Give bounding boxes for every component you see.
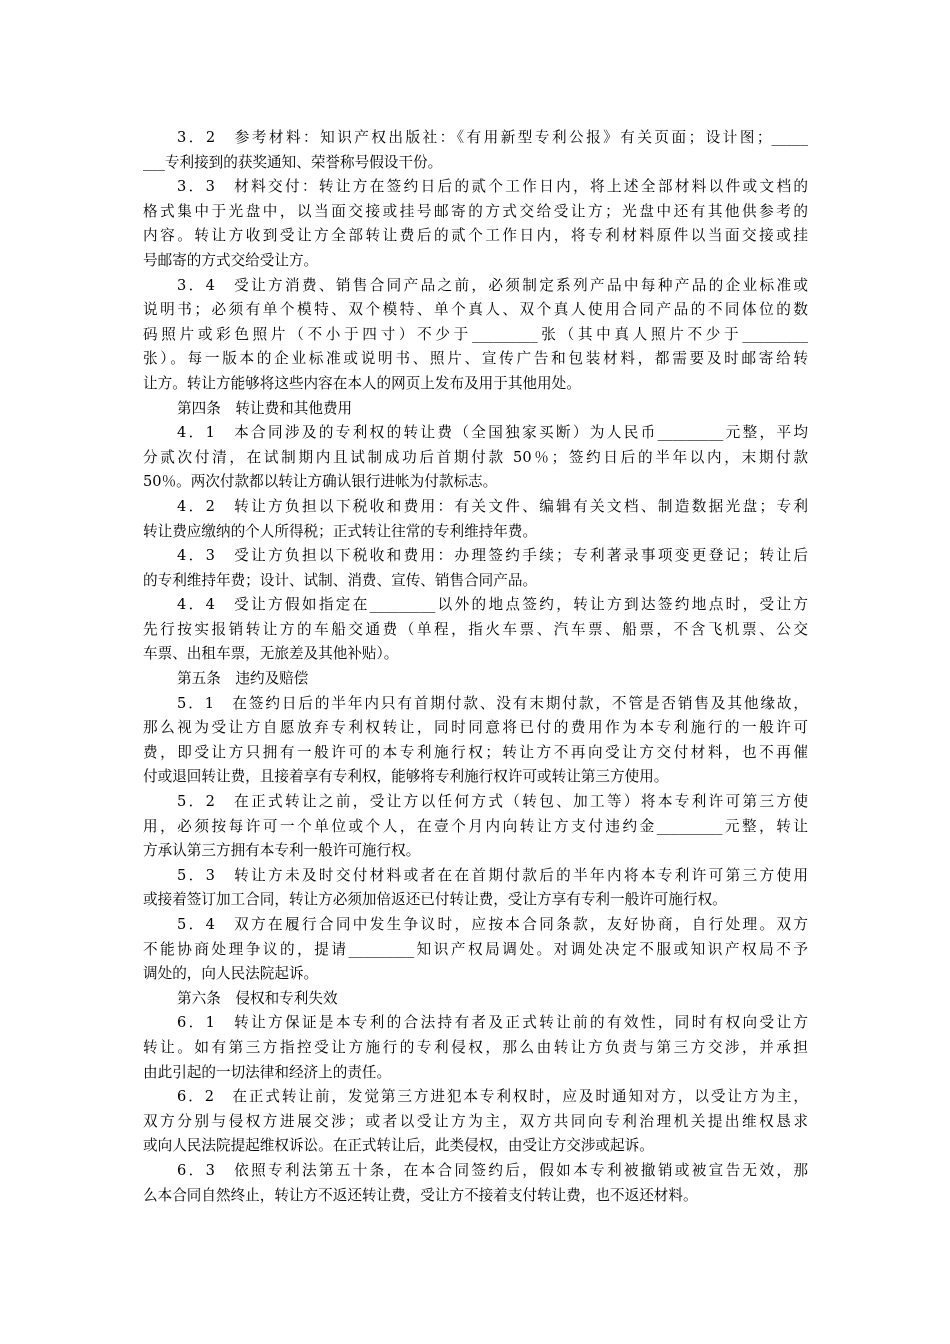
text-line: 5．2 在正式转让之前，受让方以任何方式（转包、加工等）将本专利许可第三方使 [177,793,808,811]
clause-paragraph [143,1011,808,1085]
text-line: 5．4 双方在履行合同中发生争议时，应按本合同条款，友好协商，自行处理。双方 [177,916,808,933]
text-line: 分贰次付清，在试制期内且试制成功后首期付款 50％；签约日后的半年以内，末期付款 [143,448,808,466]
clause-paragraph [143,175,808,273]
section-heading [143,987,808,1012]
clause-paragraph [143,544,808,593]
text-line: 5．1 在签约日后的半年内只有首期付款、没有末期付款，不管是否销售及其他缘故， [177,694,808,712]
text-line: 3．3 材料交付：转让方在签约日后的贰个工作日内，将上述全部材料以件或文档的 [177,178,808,196]
text-line: 用，必须按每许可一个单位或个人，在壹个月内向转让方支付违约金_________元整，转让 [143,817,808,835]
text-line: 说明书；必须有单个模特、双个模特、单个真人、双个真人使用合同产品的不同体位的数 [143,301,808,319]
clause-paragraph [143,126,808,175]
text-line: 或向人民法院提起维权诉讼。在正式转让后，此类侵权，由受让方交涉或起诉。 [143,1137,654,1155]
text-line: 6．2 在正式转让前，发觉第三方进犯本专利权时，应及时通知对方，以受让方为主， [177,1088,808,1106]
text-line: 双方分别与侵权方进展交涉；或者以受让方为主，双方共同向专利治理机关提出维权恳求 [143,1112,808,1130]
clause-paragraph [143,692,808,790]
text-line: 第四条 转让费和其他费用 [177,399,353,417]
text-line: 4．4 受让方假如指定在_________以外的地点签约，转让方到达签约地点时，受让方 [177,596,808,614]
text-line: 不能协商处理争议的，提请_________知识产权局调处。对调处决定不服或知识产权局不予 [143,940,808,958]
text-line: 码照片或彩色照片（不小于四寸）不少于_________张（其中真人照片不少于_________ [143,325,808,343]
text-line: 3．4 受让方消费、销售合同产品之前，必须制定系列产品中每种产品的企业标准或 [177,276,808,294]
clause-paragraph [143,1159,808,1208]
text-line: 转让费应缴纳的个人所得税；正式转让往常的专利维持年费。 [143,522,538,540]
text-line: ___专利接到的获奖通知、荣誉称号假设干份。 [143,153,443,171]
clause-paragraph [143,864,808,913]
clause-paragraph [143,274,808,397]
text-line: 由此引起的一切法律和经济上的责任。 [143,1063,392,1081]
clause-paragraph [143,421,808,495]
text-line: 那么视为受让方自愿放弃专利权转让，同时同意将已付的费用作为本专利施行的一般许可 [143,719,808,737]
text-line: 4．3 受让方负担以下税收和费用：办理签约手续；专利著录事项变更登记；转让后 [177,547,808,565]
text-line: 4．2 转让方负担以下税收和费用：有关文件、编辑有关文档、制造数据光盘；专利 [177,497,808,515]
text-line: 方承认第三方拥有本专利一般许可施行权。 [143,842,421,860]
text-line: 号邮寄的方式交给受让方。 [143,251,319,269]
clause-paragraph [143,913,808,987]
text-line: 车票、出租车票，无旅差及其他补贴）。 [143,645,399,663]
text-line: 付或退回转让费，且接着享有专利权，能够将专利施行权许可或转让第三方使用。 [143,768,669,786]
text-line: 50％。两次付款都以转让方确认银行进帐为付款标志。 [143,473,498,491]
text-line: 的专利维持年费；设计、试制、消费、宣传、销售合同产品。 [143,571,538,589]
section-heading [143,667,808,692]
text-line: 内容。转让方收到受让方全部转让费后的贰个工作日内，将专利材料原件以当面交接或挂 [143,227,808,245]
text-line: 张）。每一版本的企业标准或说明书、照片、宣传广告和包装材料，都需要及时邮寄给转 [143,350,808,368]
clause-paragraph [143,790,808,864]
clause-paragraph [143,1085,808,1159]
document-body [143,126,808,1208]
text-line: 第五条 违约及赔偿 [177,670,309,688]
text-line: 么本合同自然终止，转让方不返还转让费，受让方不接着支付转让费，也不返还材料。 [143,1186,698,1204]
text-line: 6．1 转让方保证是本专利的合法持有者及正式转让前的有效性，同时有权向受让方 [177,1014,808,1032]
text-line: 调处的，向人民法院起诉。 [143,965,319,983]
text-line: 费，即受让方只拥有一般许可的本专利施行权；转让方不再向受让方交付材料，也不再催 [143,743,808,761]
clause-paragraph [143,593,808,667]
text-line: 6．3 依照专利法第五十条，在本合同签约后，假如本专利被撤销或被宣告无效，那 [177,1161,808,1179]
text-line: 第六条 侵权和专利失效 [177,989,338,1007]
text-line: 或接着签订加工合同，转让方必须加倍返还已付转让费，受让方享有专利一般许可施行权。 [143,891,727,909]
clause-paragraph [143,495,808,544]
text-line: 5．3 转让方未及时交付材料或者在在首期付款后的半年内将本专利许可第三方使用 [177,866,808,884]
text-line: 4．1 本合同涉及的专利权的转让费（全国独家买断）为人民币_________元整，平均 [177,424,808,442]
text-line: 格式集中于光盘中，以当面交接或挂号邮寄的方式交给受让方；光盘中还有其他供参考的 [143,202,808,220]
text-line: 先行按实报销转让方的车船交通费（单程，指火车票、汽车票、船票，不含飞机票、公交 [143,620,808,638]
section-heading [143,397,808,422]
text-line: 让方。转让方能够将这些内容在本人的网页上发布及用于其他用处。 [143,374,581,392]
text-line: 转让。如有第三方指控受让方施行的专利侵权，那么由转让方负责与第三方交涉，并承担 [143,1038,808,1056]
text-line: 3．2 参考材料：知识产权出版社：《有用新型专利公报》有关页面；设计图；_____ [177,129,808,146]
